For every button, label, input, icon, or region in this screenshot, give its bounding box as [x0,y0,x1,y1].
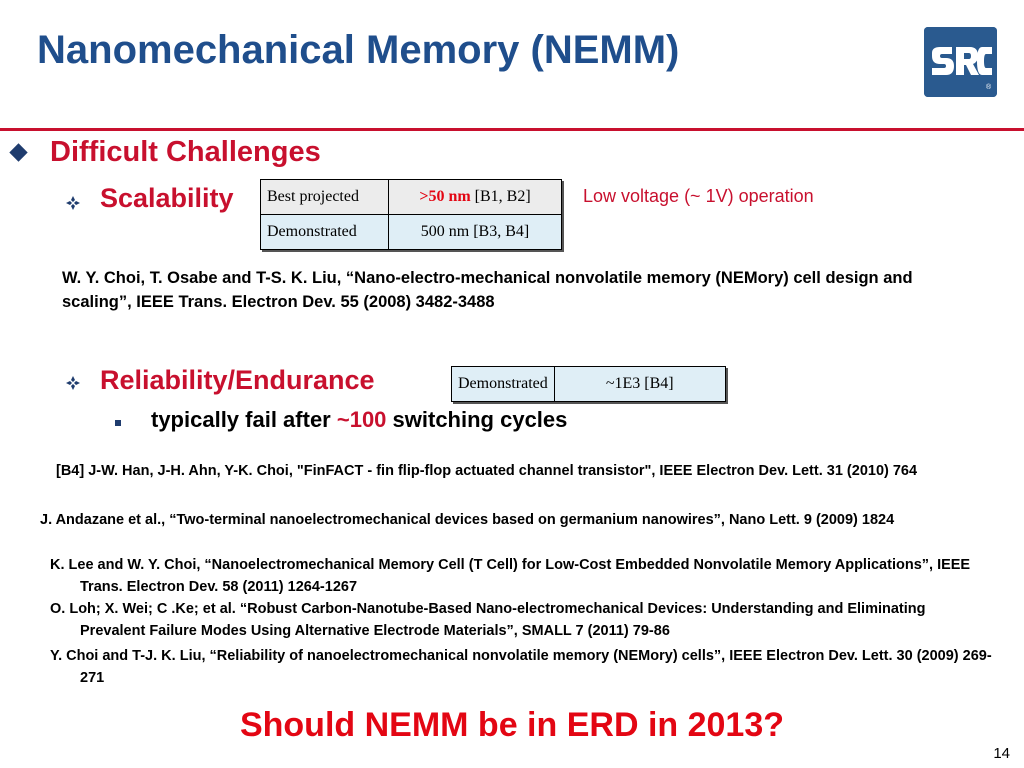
diamond-bullet-icon [9,143,27,161]
failure-cycles-text [151,407,567,433]
heading-difficult-challenges: Difficult Challenges [50,136,321,168]
reference-choi-2008: W. Y. Choi, T. Osabe and T-S. K. Liu, “Nano-electro-mechanical nonvolatile memory (NEMory) cell design and scaling”, IEEE Trans. Electron Dev. 55 (2008) 3482-3488 [62,269,913,311]
failure-suffix: switching cycles [386,407,568,432]
highlight-value: >50 nm [419,188,471,205]
table-cell-value: ~1E3 [B4] [554,367,725,402]
failure-number: ~100 [336,407,387,432]
reference-andazane-2009: J. Andazane et al., “Two-terminal nanoelectromechanical devices based on germanium nanowires”, Nano Lett. 9 (2009) 1824 [40,512,895,528]
svg-text:®: ® [986,84,992,91]
heading-scalability: Scalability [100,183,234,213]
square-bullet-icon [115,420,121,426]
table-row [452,367,726,402]
table-cell-value [389,180,562,215]
low-voltage-note: Low voltage (~ 1V) operation [583,186,814,206]
reference-han-2010: [B4] J-W. Han, J-H. Ahn, Y-K. Choi, "FinFACT - fin flip-flop actuated channel transistor", IEEE Electron Dev. Lett. 31 (2010) 764 [56,463,918,479]
reliability-table [451,366,726,402]
value-reference: [B1, B2] [470,188,531,205]
heading-reliability-endurance: Reliability/Endurance [100,365,375,395]
title-divider [0,128,1024,131]
table-cell-label: Best projected [261,180,389,215]
fleur-bullet-icon [66,376,80,390]
src-logo [924,27,997,97]
table-row [261,180,562,215]
closing-question: Should NEMM be in ERD in 2013? [239,706,785,744]
slide-title: Nanomechanical Memory (NEMM) [37,28,680,72]
page-number: 14 [993,745,1010,762]
table-cell-label: Demonstrated [261,215,389,250]
scalability-table [260,179,562,250]
reference-loh-2011: O. Loh; X. Wei; C .Ke; et al. “Robust Carbon-Nanotube-Based Nano-electromechanical Devices: Understanding and Eliminating Prevalent Failure Modes Using Alternative Electrode Materials”, SMALL 7 (2011) 79-86 [50,601,926,639]
table-cell-label: Demonstrated [452,367,555,402]
table-row [261,215,562,250]
failure-prefix: typically fail after [151,407,337,432]
reference-choi-2009: Y. Choi and T-J. K. Liu, “Reliability of nanoelectromechanical nonvolatile memory (NEMory) cells”, IEEE Electron Dev. Lett. 30 (2009) 269-271 [50,648,992,686]
fleur-bullet-icon [66,196,80,210]
reference-lee-2011: K. Lee and W. Y. Choi, “Nanoelectromechanical Memory Cell (T Cell) for Low-Cost Embedded Nonvolatile Memory Applications”, IEEE Trans. Electron Dev. 58 (2011) 1264-1267 [50,557,971,595]
table-cell-value: 500 nm [B3, B4] [389,215,562,250]
